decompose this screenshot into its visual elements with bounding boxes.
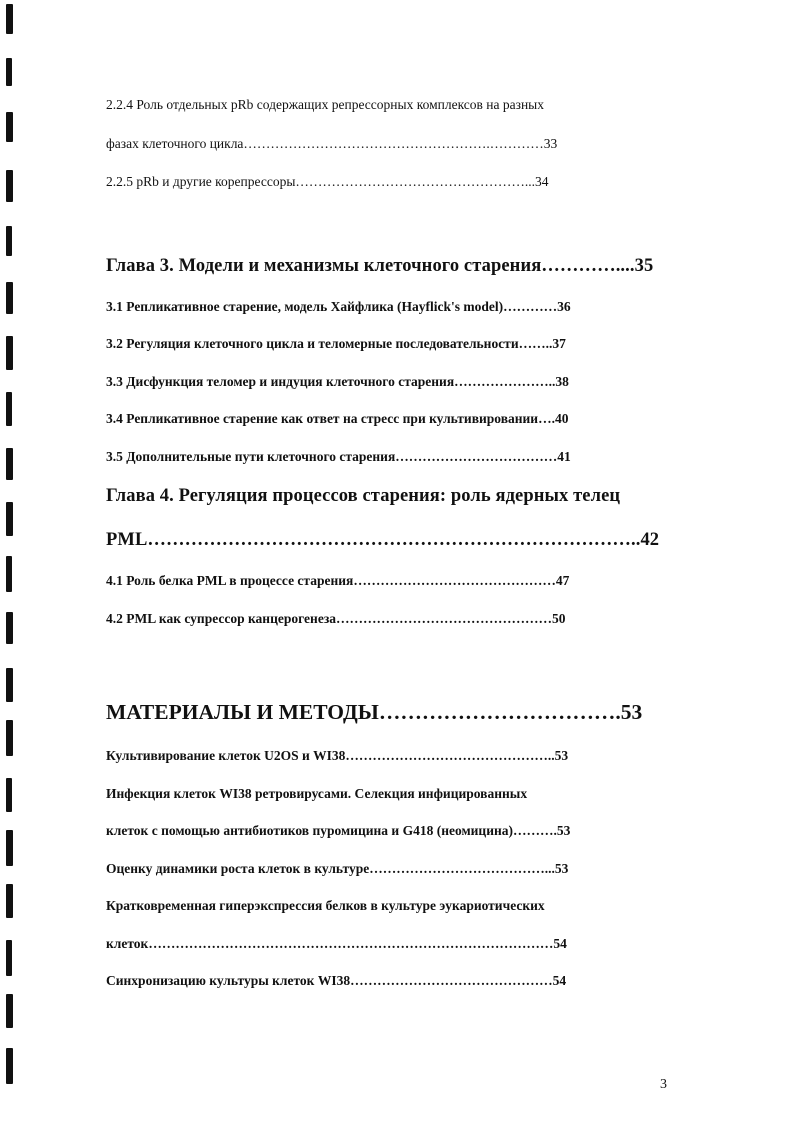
toc-materials-methods: МАТЕРИАЛЫ И МЕТОДЫ…………………………….53 [106, 700, 643, 724]
toc-line-3-4: 3.4 Репликативное старение как ответ на стресс при культивировании….40 [106, 411, 569, 426]
binding-hole [6, 448, 13, 480]
binding-hole [6, 940, 12, 976]
toc-chapter-4-cont: PML……………………………………………………………………..42 [106, 530, 660, 550]
binding-hole [6, 226, 12, 256]
toc-line-4-1: 4.1 Роль белка PML в процессе старения………………………………………47 [106, 573, 570, 588]
toc-line-3-1: 3.1 Репликативное старение, модель Хайфлика (Hayflick's model)…………36 [106, 299, 571, 314]
binding-hole [6, 884, 13, 918]
binding-hole [6, 720, 13, 756]
toc-line-mm-3: Оценку динамики роста клеток в культуре…………………………………...53 [106, 861, 569, 876]
binding-hole [6, 612, 13, 644]
binding-hole [6, 778, 12, 812]
binding-hole [6, 282, 13, 314]
binding-hole [6, 1048, 13, 1084]
binding-hole [6, 336, 13, 370]
binding-holes [6, 0, 18, 1124]
toc-line-mm-5: Синхронизацию культуры клеток WI38………………………………………54 [106, 973, 567, 988]
toc-line-2-2-5: 2.2.5 pRb и другие корепрессоры……………………………………………...34 [106, 174, 549, 189]
toc-line-mm-1: Культивирование клеток U2OS и WI38………………………………………..53 [106, 748, 569, 763]
binding-hole [6, 556, 12, 592]
binding-hole [6, 58, 12, 86]
binding-hole [6, 392, 12, 426]
toc-line-4-2: 4.2 PML как супрессор канцерогенеза…………………………………………50 [106, 611, 566, 626]
toc-line-3-3: 3.3 Дисфункция теломер и индуция клеточного старения…………………..38 [106, 374, 569, 389]
toc-line-mm-2-cont: клеток с помощью антибиотиков пуромицина и G418 (неомицина)……….53 [106, 823, 571, 838]
toc-line-3-2: 3.2 Регуляция клеточного цикла и теломерные последовательности……..37 [106, 336, 566, 351]
binding-hole [6, 170, 13, 202]
binding-hole [6, 830, 13, 866]
binding-hole [6, 994, 13, 1028]
binding-hole [6, 668, 13, 702]
page-number: 3 [660, 1077, 667, 1092]
toc-line-mm-4-cont: клеток………………………………………………………………………………54 [106, 936, 567, 951]
binding-hole [6, 4, 13, 34]
toc-chapter-3: Глава 3. Модели и механизмы клеточного старения…………....35 [106, 256, 654, 276]
toc-line-2-2-4: 2.2.4 Роль отдельных pRb содержащих репрессорных комплексов на разных [106, 97, 544, 112]
toc-chapter-4: Глава 4. Регуляция процессов старения: роль ядерных телец [106, 486, 621, 506]
toc-line-2-2-4-cont: фазах клеточного цикла……………………………………………….…………33 [106, 136, 558, 151]
binding-hole [6, 502, 13, 536]
toc-line-mm-4: Кратковременная гиперэкспрессия белков в культуре эукариотических [106, 898, 545, 913]
toc-line-3-5: 3.5 Дополнительные пути клеточного старения………………………………41 [106, 449, 571, 464]
binding-hole [6, 112, 13, 142]
toc-line-mm-2: Инфекция клеток WI38 ретровирусами. Селекция инфицированных [106, 786, 528, 801]
